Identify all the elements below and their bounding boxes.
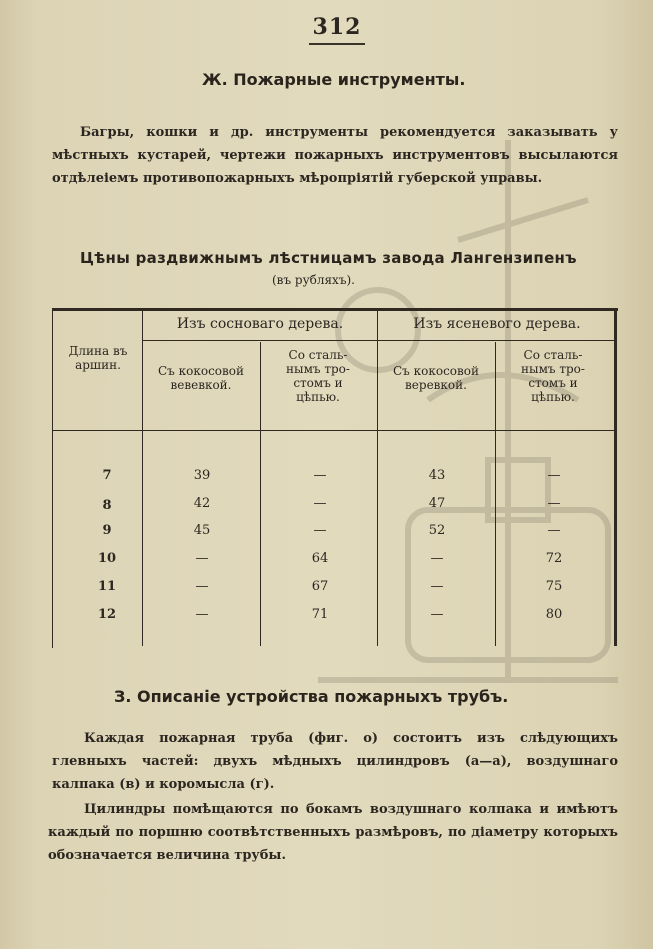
page-number-rule (309, 43, 365, 45)
header-ash-coconut: Съ кокосовой веревкой. (392, 364, 479, 392)
price-table (52, 308, 618, 648)
price-table-title: Цѣны раздвижнымъ лѣстницамъ завода Лангензипенъ (80, 249, 577, 267)
cell-ash-coconut: 52 (428, 523, 446, 538)
divider-after-length (142, 311, 143, 646)
cell-ash-coconut: — (430, 607, 444, 622)
divider-pine-ash (377, 311, 378, 646)
cell-length: 9 (102, 523, 112, 538)
header-group-pine: Изъ сосноваго дерева. (176, 316, 344, 332)
table-right-border (614, 308, 617, 646)
cell-ash-steel: 75 (545, 579, 563, 594)
cell-ash-coconut: — (430, 579, 444, 594)
cell-pine-coconut: 42 (193, 496, 211, 511)
cell-ash-coconut: — (430, 551, 444, 566)
cell-pine-steel: 71 (311, 607, 329, 622)
section-title-description: З. Описаніе устройства пожарныхъ трубъ. (114, 687, 509, 706)
cell-pine-coconut: — (195, 551, 209, 566)
description-paragraph-2: Цилиндры помѣщаются по бокамъ воздушнаго колпака и имѣютъ каждый по поршню соотвѣтственныхъ размѣровъ, по діаметру которыхъ обозначается величина трубы. (48, 802, 618, 863)
header-group-ash: Изъ ясеневого дерева. (413, 316, 581, 332)
cell-pine-steel: 64 (311, 551, 329, 566)
cell-pine-coconut: — (195, 607, 209, 622)
cell-ash-coconut: 47 (428, 496, 446, 511)
cell-ash-steel: 72 (545, 551, 563, 566)
cell-length: 7 (102, 468, 112, 483)
cell-pine-steel: — (313, 523, 327, 538)
cell-ash-steel: — (547, 496, 561, 511)
section-title-instruments: Ж. Пожарные инструменты. (202, 70, 466, 89)
cell-pine-steel: 67 (311, 579, 329, 594)
header-length: Длина въ аршин. (68, 344, 128, 372)
header-pine-coconut: Съ кокосовой вевевкой. (157, 364, 244, 392)
table-top-rule (52, 308, 618, 311)
cell-ash-steel: 80 (545, 607, 563, 622)
description-paragraph-1: Каждая пожарная труба (фиг. о) состоитъ изъ слѣдующихъ глевныхъ частей: двухъ мѣдныхъ цилиндровъ (а—а), воздушнаго калпака (в) и коромысла (г). (52, 731, 618, 792)
table-left-border (52, 308, 53, 648)
price-table-subtitle: (въ рубляхъ). (272, 273, 355, 287)
instruments-paragraph: Багры, кошки и др. инструменты рекомендуется заказывать у мѣстныхъ кустарей, чертежи пожарныхъ инструментовъ высылаются отдѣлеіемъ противопожарныхъ мѣропріятій губерской управы. (52, 125, 618, 186)
cell-ash-steel: — (547, 468, 561, 483)
cell-pine-steel: — (313, 468, 327, 483)
header-pine-steel: Со сталь- нымъ тро- стомъ и цѣпью. (286, 348, 350, 404)
cell-pine-coconut: 45 (193, 523, 211, 538)
cell-length: 10 (97, 551, 117, 566)
divider-ash-sub (495, 342, 496, 646)
divider-pine-sub (260, 342, 261, 646)
cell-pine-coconut: 39 (193, 468, 211, 483)
group-header-rule (142, 340, 616, 341)
page-number: 312 (312, 14, 362, 40)
header-bottom-rule (52, 430, 616, 431)
cell-length: 12 (97, 607, 117, 622)
header-ash-steel: Со сталь- нымъ тро- стомъ и цѣпью. (521, 348, 585, 404)
cell-length: 8 (102, 498, 112, 513)
cell-pine-coconut: — (195, 579, 209, 594)
cell-ash-steel: — (547, 523, 561, 538)
cell-pine-steel: — (313, 496, 327, 511)
cell-ash-coconut: 43 (428, 468, 446, 483)
cell-length: 11 (97, 579, 117, 594)
